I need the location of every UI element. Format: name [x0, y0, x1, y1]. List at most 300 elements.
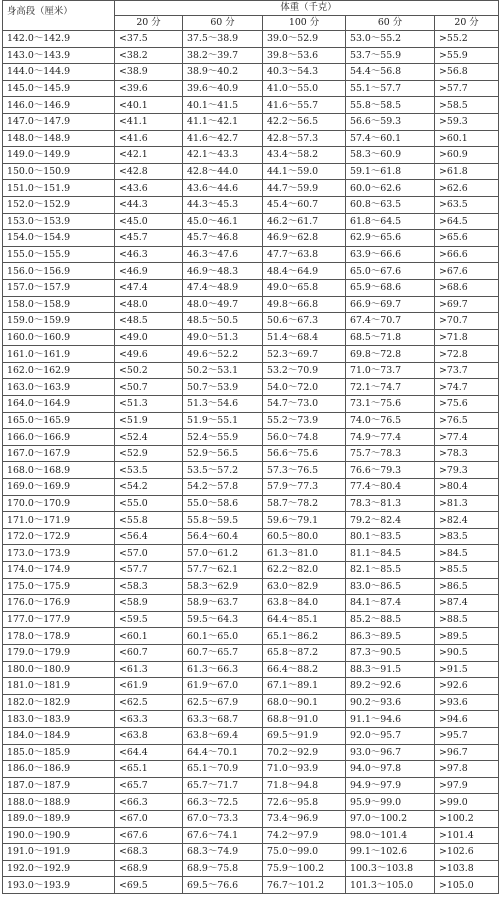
score-20-high-cell: >64.5: [435, 213, 499, 230]
table-row: [3, 396, 499, 413]
score-20-high-cell: >88.5: [435, 611, 499, 628]
table-row: [3, 47, 499, 64]
table-row: [3, 611, 499, 628]
score-100-cell: 56.6～75.6: [263, 445, 346, 462]
height-range-cell: 143.0～143.9: [3, 47, 115, 64]
height-range-cell: 189.0～189.9: [3, 810, 115, 827]
table-row: [3, 445, 499, 462]
score-60-low-cell: 65.1～70.9: [183, 761, 263, 778]
height-range-cell: 185.0～185.9: [3, 744, 115, 761]
table-row: [3, 130, 499, 147]
score-60-low-cell: 56.4～60.4: [183, 528, 263, 545]
height-range-cell: 180.0～180.9: [3, 661, 115, 678]
score-100-cell: 65.8～87.2: [263, 644, 346, 661]
score-60-high-cell: 87.3～90.5: [346, 644, 435, 661]
score-100-cell: 70.2～92.9: [263, 744, 346, 761]
score-20-low-cell: <69.5: [115, 877, 183, 894]
score-60-low-cell: 61.9～67.0: [183, 678, 263, 695]
score-100-cell: 58.7～78.2: [263, 495, 346, 512]
score-60-high-cell: 59.1～61.8: [346, 163, 435, 180]
score-60-high-cell: 100.3～103.8: [346, 860, 435, 877]
score-60-high-cell: 88.3～91.5: [346, 661, 435, 678]
table-row: [3, 628, 499, 645]
table-row: [3, 528, 499, 545]
table-row: [3, 246, 499, 263]
score-100-cell: 60.5～80.0: [263, 528, 346, 545]
score-20-high-cell: >99.0: [435, 794, 499, 811]
score-20-high-cell: >60.1: [435, 130, 499, 147]
score-20-low-cell: <61.9: [115, 678, 183, 695]
score-20-high-cell: >97.9: [435, 777, 499, 794]
score-60-high-cell: 60.8～63.5: [346, 196, 435, 213]
score-60-low-cell: 57.0～61.2: [183, 545, 263, 562]
table-body: [3, 31, 499, 894]
score-60-low-cell: 58.9～63.7: [183, 595, 263, 612]
score-60-high-cell: 54.4～56.8: [346, 64, 435, 81]
score-20-low-cell: <43.6: [115, 180, 183, 197]
score-20-high-cell: >94.6: [435, 711, 499, 728]
score-20-high-cell: >65.6: [435, 230, 499, 247]
score-20-low-cell: <63.8: [115, 727, 183, 744]
score-60-high-cell: 77.4～80.4: [346, 479, 435, 496]
table-row: [3, 661, 499, 678]
score-20-low-cell: <48.5: [115, 313, 183, 330]
score-20-low-cell: <52.9: [115, 445, 183, 462]
score-100-cell: 46.2～61.7: [263, 213, 346, 230]
height-range-cell: 193.0～193.9: [3, 877, 115, 894]
score-20-low-cell: <62.5: [115, 694, 183, 711]
height-range-cell: 178.0～178.9: [3, 628, 115, 645]
height-range-cell: 162.0～162.9: [3, 362, 115, 379]
height-range-cell: 168.0～168.9: [3, 462, 115, 479]
score-20-low-cell: <45.7: [115, 230, 183, 247]
score-60-low-cell: 60.7～65.7: [183, 644, 263, 661]
score-60-high-cell: 97.0～100.2: [346, 810, 435, 827]
table-row: [3, 827, 499, 844]
score-60-low-cell: 55.0～58.6: [183, 495, 263, 512]
score-60-high-cell: 65.9～68.6: [346, 279, 435, 296]
height-range-cell: 169.0～169.9: [3, 479, 115, 496]
score-60-low-cell: 60.1～65.0: [183, 628, 263, 645]
score-20-low-cell: <48.0: [115, 296, 183, 313]
table-row: [3, 744, 499, 761]
score-20-low-cell: <46.9: [115, 263, 183, 280]
table-row: [3, 412, 499, 429]
table-row: [3, 479, 499, 496]
table-row: [3, 379, 499, 396]
score-100-cell: 71.8～94.8: [263, 777, 346, 794]
score-60-high-cell: 94.0～97.8: [346, 761, 435, 778]
score-20-high-cell: >79.3: [435, 462, 499, 479]
height-range-cell: 150.0～150.9: [3, 163, 115, 180]
score-60-high-cell: 83.0～86.5: [346, 578, 435, 595]
score-100-cell: 65.1～86.2: [263, 628, 346, 645]
height-range-cell: 173.0～173.9: [3, 545, 115, 562]
score-100-cell: 46.9～62.8: [263, 230, 346, 247]
score-60-high-cell: 69.8～72.8: [346, 346, 435, 363]
height-range-cell: 172.0～172.9: [3, 528, 115, 545]
score-60-low-cell: 69.5～76.6: [183, 877, 263, 894]
score-100-cell: 42.2～56.5: [263, 113, 346, 130]
score-60-low-cell: 45.7～46.8: [183, 230, 263, 247]
table-row: [3, 777, 499, 794]
score-20-low-cell: <59.5: [115, 611, 183, 628]
score-60-high-cell: 74.0～76.5: [346, 412, 435, 429]
score-60-high-cell: 56.6～59.3: [346, 113, 435, 130]
table-row: [3, 711, 499, 728]
score-20-low-cell: <44.3: [115, 196, 183, 213]
score-20-high-cell: >91.5: [435, 661, 499, 678]
score-20-high-cell: >95.7: [435, 727, 499, 744]
height-range-cell: 163.0～163.9: [3, 379, 115, 396]
score-100-cell: 49.0～65.8: [263, 279, 346, 296]
score-60-low-cell: 48.5～50.5: [183, 313, 263, 330]
height-range-cell: 164.0～164.9: [3, 396, 115, 413]
score-100-cell: 44.7～59.9: [263, 180, 346, 197]
score-20-high-cell: >58.5: [435, 97, 499, 114]
score-20-low-cell: <61.3: [115, 661, 183, 678]
height-range-cell: 147.0～147.9: [3, 113, 115, 130]
height-range-cell: 167.0～167.9: [3, 445, 115, 462]
table-row: [3, 64, 499, 81]
score-20-low-cell: <38.9: [115, 64, 183, 81]
table-row: [3, 180, 499, 197]
score-100-cell: 54.7～73.0: [263, 396, 346, 413]
score-60-low-cell: 39.6～40.9: [183, 80, 263, 97]
score-60-high-cell: 58.3～60.9: [346, 147, 435, 164]
table-row: [3, 429, 499, 446]
score-60-low-cell: 41.6～42.7: [183, 130, 263, 147]
score-20-low-cell: <51.9: [115, 412, 183, 429]
height-range-cell: 181.0～181.9: [3, 678, 115, 695]
score-20-high-cell: >86.5: [435, 578, 499, 595]
score-100-cell: 52.3～69.7: [263, 346, 346, 363]
score-60-low-cell: 46.3～47.6: [183, 246, 263, 263]
score-20-high-cell: >57.7: [435, 80, 499, 97]
score-100-cell: 72.6～95.8: [263, 794, 346, 811]
table-row: [3, 761, 499, 778]
score-60-high-cell: 67.4～70.7: [346, 313, 435, 330]
table-row: [3, 346, 499, 363]
score-20-high-cell: >92.6: [435, 678, 499, 695]
score-60-low-cell: 46.9～48.3: [183, 263, 263, 280]
score-60-low-cell: 42.1～43.3: [183, 147, 263, 164]
score-20-low-cell: <47.4: [115, 279, 183, 296]
score-100-cell: 74.2～97.9: [263, 827, 346, 844]
height-range-cell: 166.0～166.9: [3, 429, 115, 446]
score-60-high-cell: 57.4～60.1: [346, 130, 435, 147]
score-header-60-low: 60 分: [183, 16, 263, 31]
height-range-cell: 161.0～161.9: [3, 346, 115, 363]
height-range-cell: 188.0～188.9: [3, 794, 115, 811]
score-20-high-cell: >72.8: [435, 346, 499, 363]
score-100-cell: 66.4～88.2: [263, 661, 346, 678]
score-20-low-cell: <46.3: [115, 246, 183, 263]
score-60-low-cell: 52.4～55.9: [183, 429, 263, 446]
score-20-high-cell: >59.3: [435, 113, 499, 130]
score-60-low-cell: 59.5～64.3: [183, 611, 263, 628]
score-20-high-cell: >102.6: [435, 844, 499, 861]
score-20-low-cell: <41.1: [115, 113, 183, 130]
table-header: [3, 1, 499, 31]
score-100-cell: 75.0～99.0: [263, 844, 346, 861]
score-60-low-cell: 53.5～57.2: [183, 462, 263, 479]
score-20-high-cell: >83.5: [435, 528, 499, 545]
table-row: [3, 644, 499, 661]
score-60-low-cell: 45.0～46.1: [183, 213, 263, 230]
score-20-high-cell: >66.6: [435, 246, 499, 263]
score-100-cell: 68.0～90.1: [263, 694, 346, 711]
score-20-low-cell: <67.0: [115, 810, 183, 827]
score-20-high-cell: >68.6: [435, 279, 499, 296]
score-60-high-cell: 55.1～57.7: [346, 80, 435, 97]
table-row: [3, 113, 499, 130]
score-20-high-cell: >71.8: [435, 329, 499, 346]
table-row: [3, 313, 499, 330]
score-20-low-cell: <56.4: [115, 528, 183, 545]
table-row: [3, 512, 499, 529]
height-range-cell: 174.0～174.9: [3, 562, 115, 579]
score-20-high-cell: >97.8: [435, 761, 499, 778]
height-range-cell: 165.0～165.9: [3, 412, 115, 429]
score-60-low-cell: 50.2～53.1: [183, 362, 263, 379]
score-60-low-cell: 64.4～70.1: [183, 744, 263, 761]
score-20-high-cell: >81.3: [435, 495, 499, 512]
score-60-low-cell: 62.5～67.9: [183, 694, 263, 711]
score-20-high-cell: >78.3: [435, 445, 499, 462]
score-60-high-cell: 94.9～97.9: [346, 777, 435, 794]
table-row: [3, 230, 499, 247]
score-20-low-cell: <38.2: [115, 47, 183, 64]
score-20-high-cell: >75.6: [435, 396, 499, 413]
table-row: [3, 80, 499, 97]
score-60-low-cell: 38.9～40.2: [183, 64, 263, 81]
table-row: [3, 810, 499, 827]
score-60-high-cell: 84.1～87.4: [346, 595, 435, 612]
score-100-cell: 57.9～77.3: [263, 479, 346, 496]
score-20-high-cell: >56.8: [435, 64, 499, 81]
table-row: [3, 495, 499, 512]
weight-group-header: 体重（千克）: [115, 1, 499, 16]
score-100-cell: 56.0～74.8: [263, 429, 346, 446]
table-row: [3, 279, 499, 296]
score-header-100: 100 分: [263, 16, 346, 31]
score-100-cell: 69.5～91.9: [263, 727, 346, 744]
table-row: [3, 794, 499, 811]
score-60-high-cell: 53.0～55.2: [346, 31, 435, 48]
height-range-cell: 182.0～182.9: [3, 694, 115, 711]
height-weight-score-table: [2, 0, 499, 894]
height-range-cell: 160.0～160.9: [3, 329, 115, 346]
score-60-low-cell: 68.9～75.8: [183, 860, 263, 877]
score-100-cell: 54.0～72.0: [263, 379, 346, 396]
score-100-cell: 39.8～53.6: [263, 47, 346, 64]
table-row: [3, 877, 499, 894]
height-range-cell: 192.0～192.9: [3, 860, 115, 877]
score-20-low-cell: <65.1: [115, 761, 183, 778]
score-20-low-cell: <42.8: [115, 163, 183, 180]
table-row: [3, 678, 499, 695]
score-60-low-cell: 41.1～42.1: [183, 113, 263, 130]
score-60-high-cell: 90.2～93.6: [346, 694, 435, 711]
score-20-low-cell: <41.6: [115, 130, 183, 147]
score-60-low-cell: 38.2～39.7: [183, 47, 263, 64]
height-range-cell: 157.0～157.9: [3, 279, 115, 296]
score-60-high-cell: 63.9～66.6: [346, 246, 435, 263]
score-20-low-cell: <37.5: [115, 31, 183, 48]
score-20-high-cell: >74.7: [435, 379, 499, 396]
score-20-high-cell: >93.6: [435, 694, 499, 711]
score-60-low-cell: 61.3～66.3: [183, 661, 263, 678]
score-60-low-cell: 67.0～73.3: [183, 810, 263, 827]
score-20-low-cell: <63.3: [115, 711, 183, 728]
score-20-high-cell: >63.5: [435, 196, 499, 213]
score-20-low-cell: <54.2: [115, 479, 183, 496]
score-60-high-cell: 61.8～64.5: [346, 213, 435, 230]
score-60-low-cell: 47.4～48.9: [183, 279, 263, 296]
score-60-low-cell: 37.5～38.9: [183, 31, 263, 48]
score-20-high-cell: >105.0: [435, 877, 499, 894]
score-100-cell: 43.4～58.2: [263, 147, 346, 164]
table-row: [3, 727, 499, 744]
score-60-high-cell: 66.9～69.7: [346, 296, 435, 313]
score-60-high-cell: 98.0～101.4: [346, 827, 435, 844]
score-60-high-cell: 78.3～81.3: [346, 495, 435, 512]
table-row: [3, 31, 499, 48]
score-20-low-cell: <60.7: [115, 644, 183, 661]
score-20-low-cell: <58.3: [115, 578, 183, 595]
score-20-low-cell: <57.7: [115, 562, 183, 579]
score-60-high-cell: 91.1～94.6: [346, 711, 435, 728]
score-100-cell: 68.8～91.0: [263, 711, 346, 728]
score-60-low-cell: 43.6～44.6: [183, 180, 263, 197]
score-20-low-cell: <51.3: [115, 396, 183, 413]
score-20-low-cell: <57.0: [115, 545, 183, 562]
height-range-cell: 144.0～144.9: [3, 64, 115, 81]
score-60-low-cell: 51.3～54.6: [183, 396, 263, 413]
score-60-low-cell: 67.6～74.1: [183, 827, 263, 844]
score-100-cell: 48.4～64.9: [263, 263, 346, 280]
height-range-cell: 170.0～170.9: [3, 495, 115, 512]
score-20-high-cell: >73.7: [435, 362, 499, 379]
score-100-cell: 55.2～73.9: [263, 412, 346, 429]
score-20-low-cell: <49.0: [115, 329, 183, 346]
score-60-high-cell: 101.3～105.0: [346, 877, 435, 894]
height-range-cell: 190.0～190.9: [3, 827, 115, 844]
score-100-cell: 63.8～84.0: [263, 595, 346, 612]
score-20-low-cell: <64.4: [115, 744, 183, 761]
score-20-high-cell: >100.2: [435, 810, 499, 827]
score-60-low-cell: 65.7～71.7: [183, 777, 263, 794]
height-range-cell: 146.0～146.9: [3, 97, 115, 114]
score-100-cell: 51.4～68.4: [263, 329, 346, 346]
score-20-low-cell: <45.0: [115, 213, 183, 230]
score-60-high-cell: 80.1～83.5: [346, 528, 435, 545]
score-60-high-cell: 68.5～71.8: [346, 329, 435, 346]
score-60-high-cell: 99.1～102.6: [346, 844, 435, 861]
score-100-cell: 50.6～67.3: [263, 313, 346, 330]
score-20-high-cell: >80.4: [435, 479, 499, 496]
table-row: [3, 196, 499, 213]
score-20-high-cell: >61.8: [435, 163, 499, 180]
score-100-cell: 41.6～55.7: [263, 97, 346, 114]
table-row: [3, 147, 499, 164]
height-range-cell: 156.0～156.9: [3, 263, 115, 280]
score-60-high-cell: 62.9～65.6: [346, 230, 435, 247]
height-range-cell: 187.0～187.9: [3, 777, 115, 794]
score-60-low-cell: 51.9～55.1: [183, 412, 263, 429]
table-row: [3, 362, 499, 379]
score-60-high-cell: 72.1～74.7: [346, 379, 435, 396]
score-20-low-cell: <58.9: [115, 595, 183, 612]
score-20-high-cell: >76.5: [435, 412, 499, 429]
score-20-high-cell: >69.7: [435, 296, 499, 313]
score-60-high-cell: 82.1～85.5: [346, 562, 435, 579]
score-60-low-cell: 57.7～62.1: [183, 562, 263, 579]
score-60-low-cell: 49.0～51.3: [183, 329, 263, 346]
score-20-high-cell: >96.7: [435, 744, 499, 761]
score-100-cell: 59.6～79.1: [263, 512, 346, 529]
score-100-cell: 61.3～81.0: [263, 545, 346, 562]
score-100-cell: 42.8～57.3: [263, 130, 346, 147]
height-range-cell: 145.0～145.9: [3, 80, 115, 97]
score-20-low-cell: <50.2: [115, 362, 183, 379]
score-20-high-cell: >60.9: [435, 147, 499, 164]
score-20-high-cell: >87.4: [435, 595, 499, 612]
height-range-header: 身高段（厘米）: [3, 1, 115, 31]
score-100-cell: 62.2～82.0: [263, 562, 346, 579]
score-20-high-cell: >85.5: [435, 562, 499, 579]
score-100-cell: 73.4～96.9: [263, 810, 346, 827]
score-60-high-cell: 55.8～58.5: [346, 97, 435, 114]
score-20-high-cell: >82.4: [435, 512, 499, 529]
table-row: [3, 694, 499, 711]
table-row: [3, 578, 499, 595]
score-60-low-cell: 52.9～56.5: [183, 445, 263, 462]
score-60-low-cell: 50.7～53.9: [183, 379, 263, 396]
height-range-cell: 154.0～154.9: [3, 230, 115, 247]
score-100-cell: 71.0～93.9: [263, 761, 346, 778]
score-60-high-cell: 95.9～99.0: [346, 794, 435, 811]
score-20-high-cell: >101.4: [435, 827, 499, 844]
table-row: [3, 462, 499, 479]
score-60-high-cell: 93.0～96.7: [346, 744, 435, 761]
score-20-low-cell: <55.0: [115, 495, 183, 512]
height-range-cell: 179.0～179.9: [3, 644, 115, 661]
score-100-cell: 53.2～70.9: [263, 362, 346, 379]
score-20-low-cell: <67.6: [115, 827, 183, 844]
score-20-low-cell: <66.3: [115, 794, 183, 811]
height-range-cell: 149.0～149.9: [3, 147, 115, 164]
score-100-cell: 57.3～76.5: [263, 462, 346, 479]
score-100-cell: 41.0～55.0: [263, 80, 346, 97]
score-60-high-cell: 75.7～78.3: [346, 445, 435, 462]
score-60-low-cell: 63.8～69.4: [183, 727, 263, 744]
score-20-high-cell: >89.5: [435, 628, 499, 645]
table-row: [3, 97, 499, 114]
table-row: [3, 844, 499, 861]
score-20-low-cell: <50.7: [115, 379, 183, 396]
score-20-low-cell: <49.6: [115, 346, 183, 363]
score-100-cell: 64.4～85.1: [263, 611, 346, 628]
score-60-low-cell: 58.3～62.9: [183, 578, 263, 595]
score-20-low-cell: <55.8: [115, 512, 183, 529]
score-20-low-cell: <65.7: [115, 777, 183, 794]
score-60-low-cell: 55.8～59.5: [183, 512, 263, 529]
score-60-high-cell: 65.0～67.6: [346, 263, 435, 280]
height-range-cell: 159.0～159.9: [3, 313, 115, 330]
table-row: [3, 545, 499, 562]
